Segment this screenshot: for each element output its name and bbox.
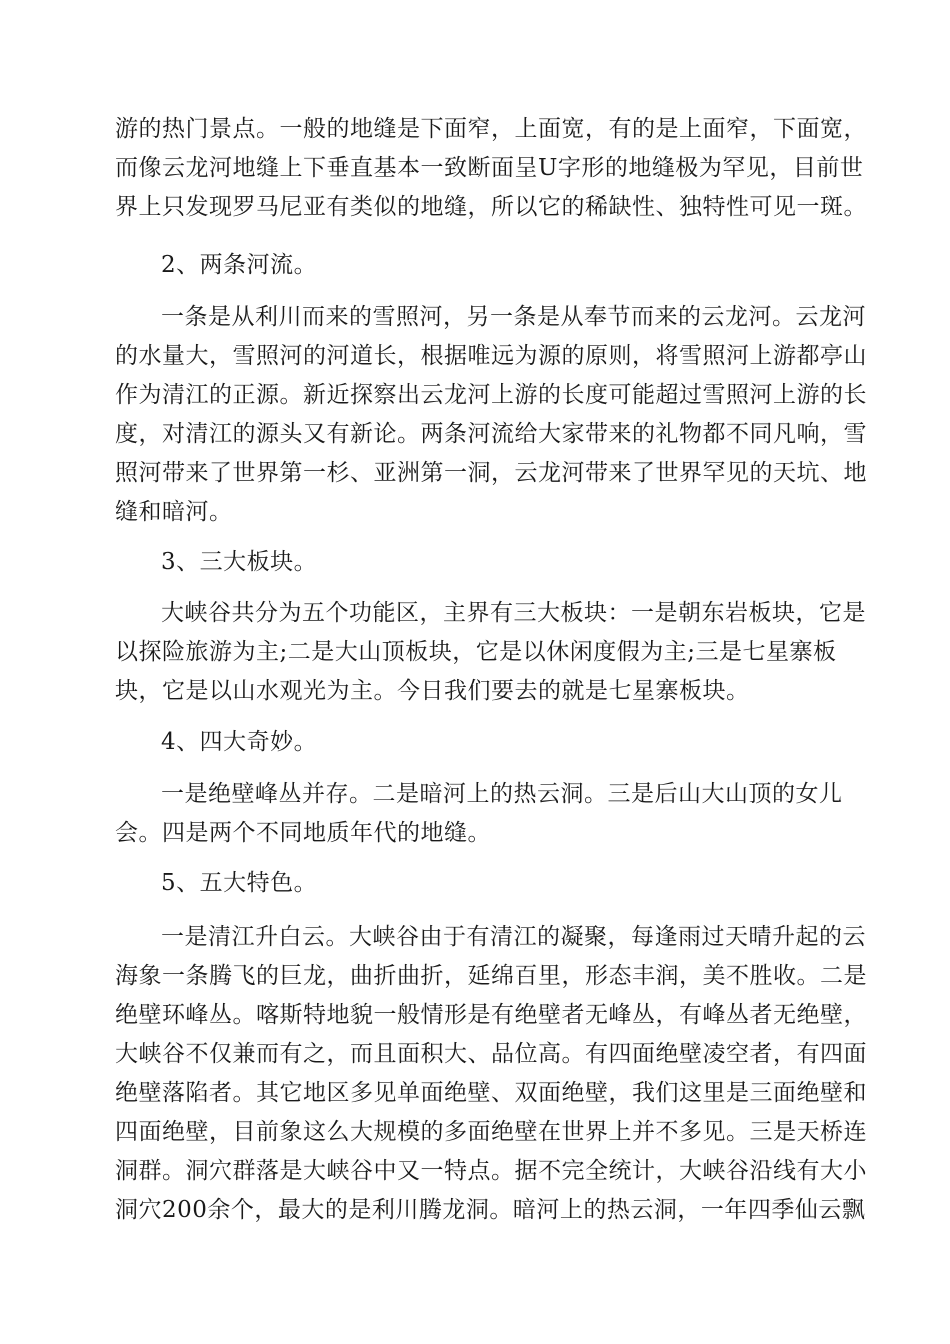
text-line: 一条是从利川而来的雪照河，另一条是从奉节而来的云龙河。云龙河	[161, 304, 866, 330]
text-line: 一是绝壁峰丛并存。二是暗河上的热云洞。三是后山大山顶的女儿	[161, 781, 843, 807]
text-line: 海象一条腾飞的巨龙，曲折曲折，延绵百里，形态丰润，美不胜收。二是	[115, 963, 867, 989]
heading-three-blocks	[115, 543, 835, 582]
paragraph-five-features	[115, 918, 867, 1230]
paragraph-three-blocks	[115, 594, 866, 711]
text-line: 会。四是两个不同地质年代的地缝。	[115, 820, 491, 846]
text-line: 缝和暗河。	[115, 499, 233, 525]
text-line: 的水量大，雪照河的河道长，根据唯远为源的原则，将雪照河上游都亭山	[115, 343, 867, 369]
section-heading: 3、三大板块。	[161, 549, 318, 575]
text-line: 大峡谷共分为五个功能区，主界有三大板块：一是朝东岩板块，它是	[161, 600, 866, 626]
text-line: 块，它是以山水观光为主。今日我们要去的就是七星寨板块。	[115, 678, 750, 704]
text-line: 四面绝壁，目前象这么大规模的多面绝壁在世界上并不多见。三是天桥连	[115, 1119, 867, 1145]
heading-four-wonders	[115, 723, 835, 762]
paragraph-two-rivers	[115, 298, 867, 532]
section-heading: 5、五大特色。	[161, 870, 318, 896]
text-line: 大峡谷不仅兼而有之，而且面积大、品位高。有四面绝壁凌空者，有四面	[115, 1041, 867, 1067]
text-line: 洞群。洞穴群落是大峡谷中又一特点。据不完全统计，大峡谷沿线有大小	[115, 1158, 867, 1184]
text-line: 而像云龙河地缝上下垂直基本一致断面呈U字形的地缝极为罕见，目前世	[115, 155, 864, 181]
text-line: 游的热门景点。一般的地缝是下面窄，上面宽，有的是上面窄，下面宽，	[115, 116, 867, 142]
text-line: 以探险旅游为主;二是大山顶板块，它是以休闲度假为主;三是七星寨板	[115, 639, 837, 665]
paragraph-four-wonders	[115, 775, 843, 853]
text-line: 一是清江升白云。大峡谷由于有清江的凝聚，每逢雨过天晴升起的云	[161, 924, 866, 950]
text-line: 界上只发现罗马尼亚有类似的地缝，所以它的稀缺性、独特性可见一斑。	[115, 194, 867, 220]
heading-two-rivers	[115, 246, 835, 285]
text-line: 度，对清江的源头又有新论。两条河流给大家带来的礼物都不同凡响，雪	[115, 421, 867, 447]
text-line: 照河带来了世界第一杉、亚洲第一洞，云龙河带来了世界罕见的天坑、地	[115, 460, 867, 486]
heading-five-features	[115, 864, 835, 903]
section-heading: 2、两条河流。	[161, 252, 318, 278]
section-heading: 4、四大奇妙。	[161, 729, 318, 755]
text-line: 作为清江的正源。新近探察出云龙河上游的长度可能超过雪照河上游的长	[115, 382, 867, 408]
text-line: 绝壁落陷者。其它地区多见单面绝壁、双面绝壁，我们这里是三面绝壁和	[115, 1080, 867, 1106]
text-line: 洞穴200余个，最大的是利川腾龙洞。暗河上的热云洞，一年四季仙云飘	[115, 1197, 866, 1223]
paragraph-intro-continued	[115, 110, 867, 227]
text-line: 绝壁环峰丛。喀斯特地貌一般情形是有绝壁者无峰丛，有峰丛者无绝壁，	[115, 1002, 867, 1028]
